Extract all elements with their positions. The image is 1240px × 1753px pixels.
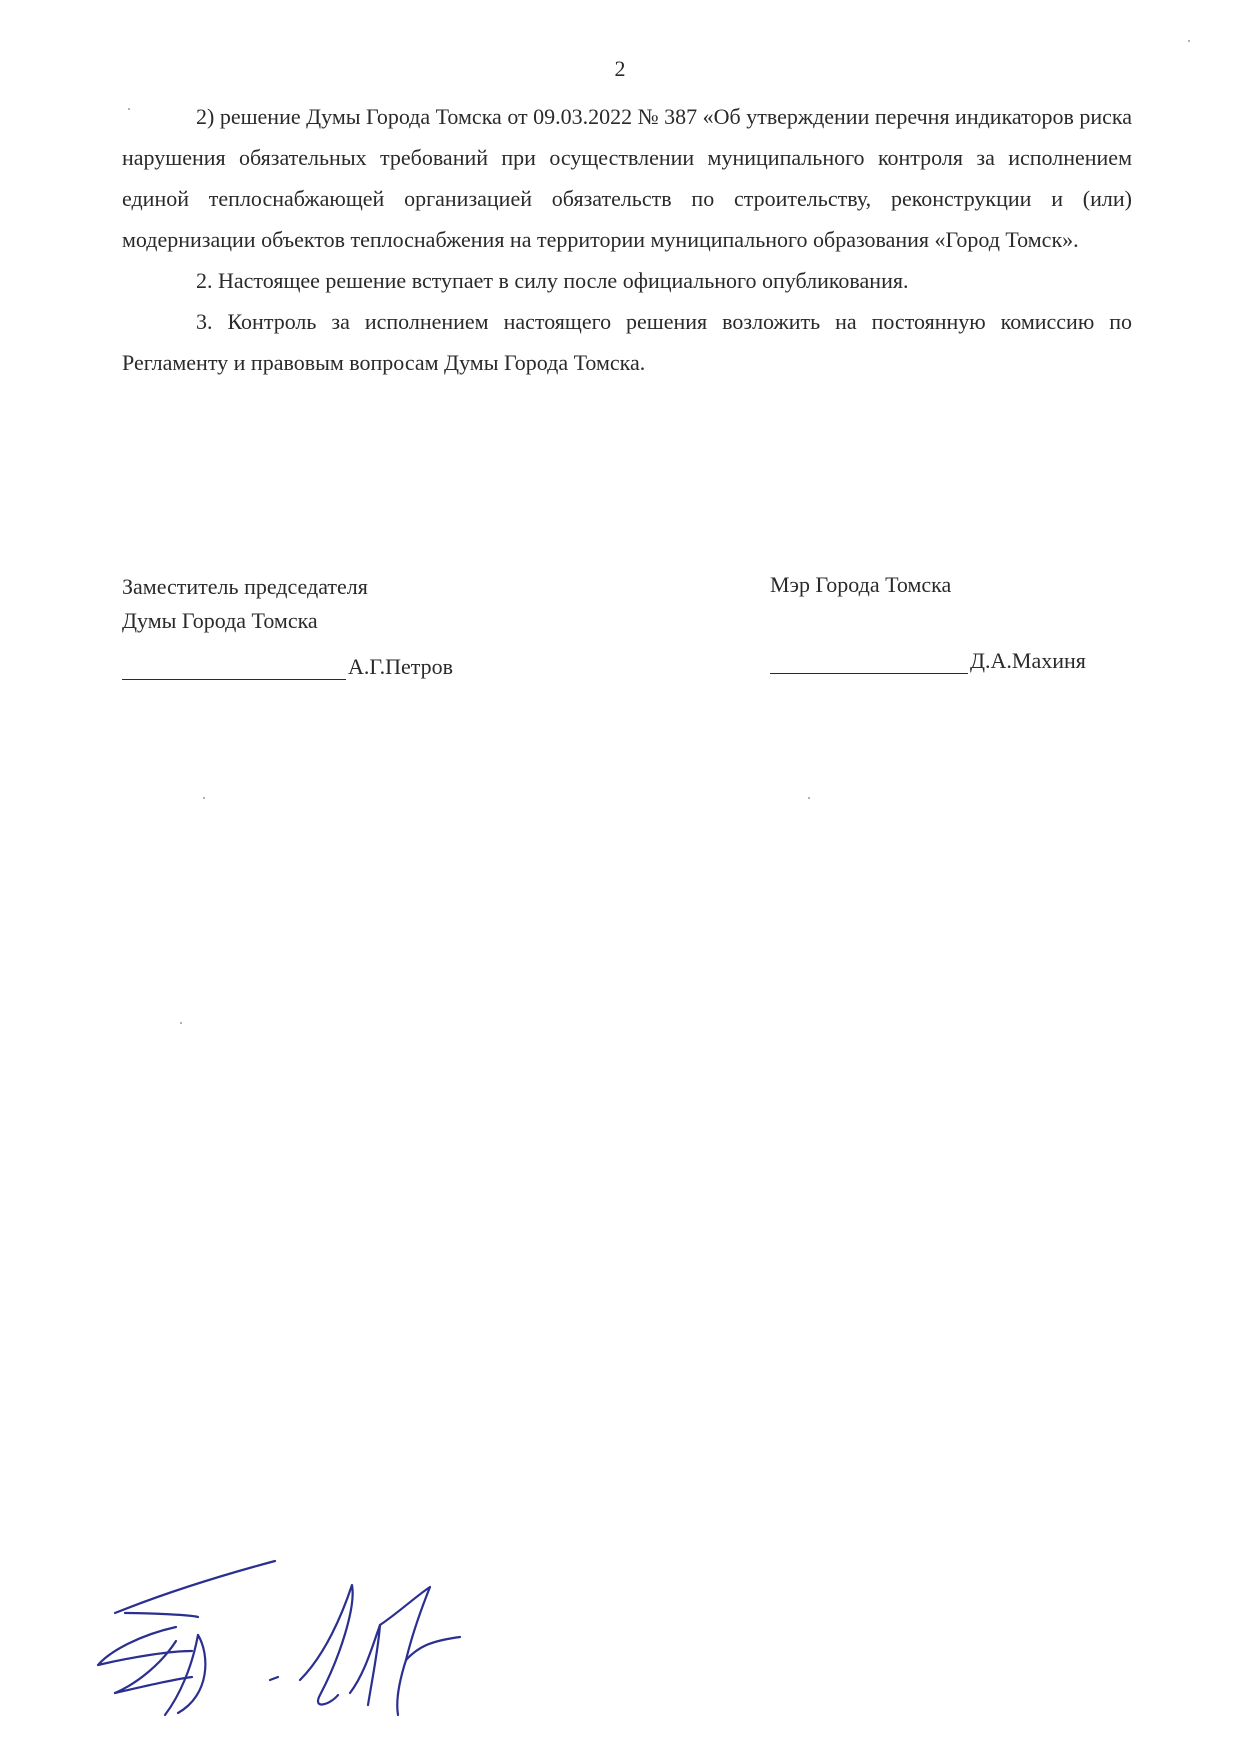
- signatory-title-left-line1: Заместитель председателя: [122, 574, 368, 599]
- paragraph-3: 3. Контроль за исполнением настоящего решения возложить на постоянную комиссию по Регламенту и правовым вопросам Думы Города Томска.: [122, 309, 1132, 375]
- handwritten-initials-signature: [80, 1555, 520, 1725]
- scan-speck: [808, 797, 810, 799]
- paragraph-2: 2. Настоящее решение вступает в силу после официального опубликования.: [196, 268, 909, 293]
- paragraph-item-2: 2) решение Думы Города Томска от 09.03.2022 № 387 «Об утверждении перечня индикаторов риска нарушения обязательных требований при осуществлении муниципального контроля за исполнением единой теплоснабжающей организацией обязательств по строительству, реконструкции и (или) модернизации объектов теплоснабжения на территории муниципального образования «Город Томск».: [122, 104, 1132, 252]
- signature-line-right: [770, 648, 1086, 674]
- scan-speck: [128, 108, 130, 110]
- signature-block-right: [770, 568, 951, 602]
- signatory-title-left-line2: Думы Города Томска: [122, 608, 318, 633]
- signature-line-left: [122, 654, 453, 680]
- scan-speck: [180, 1022, 182, 1024]
- page-number: 2: [614, 56, 626, 81]
- signature-rule-left: [122, 657, 346, 680]
- signature-block-left: [122, 570, 368, 638]
- signature-rule-right: [770, 651, 968, 674]
- scan-speck: [203, 797, 205, 799]
- signatory-name-left: А.Г.Петров: [348, 654, 454, 679]
- scan-speck: [1188, 40, 1190, 42]
- document-body: [122, 96, 1132, 383]
- signatory-name-right: Д.А.Махиня: [970, 648, 1086, 673]
- signatory-title-right: Мэр Города Томска: [770, 572, 952, 597]
